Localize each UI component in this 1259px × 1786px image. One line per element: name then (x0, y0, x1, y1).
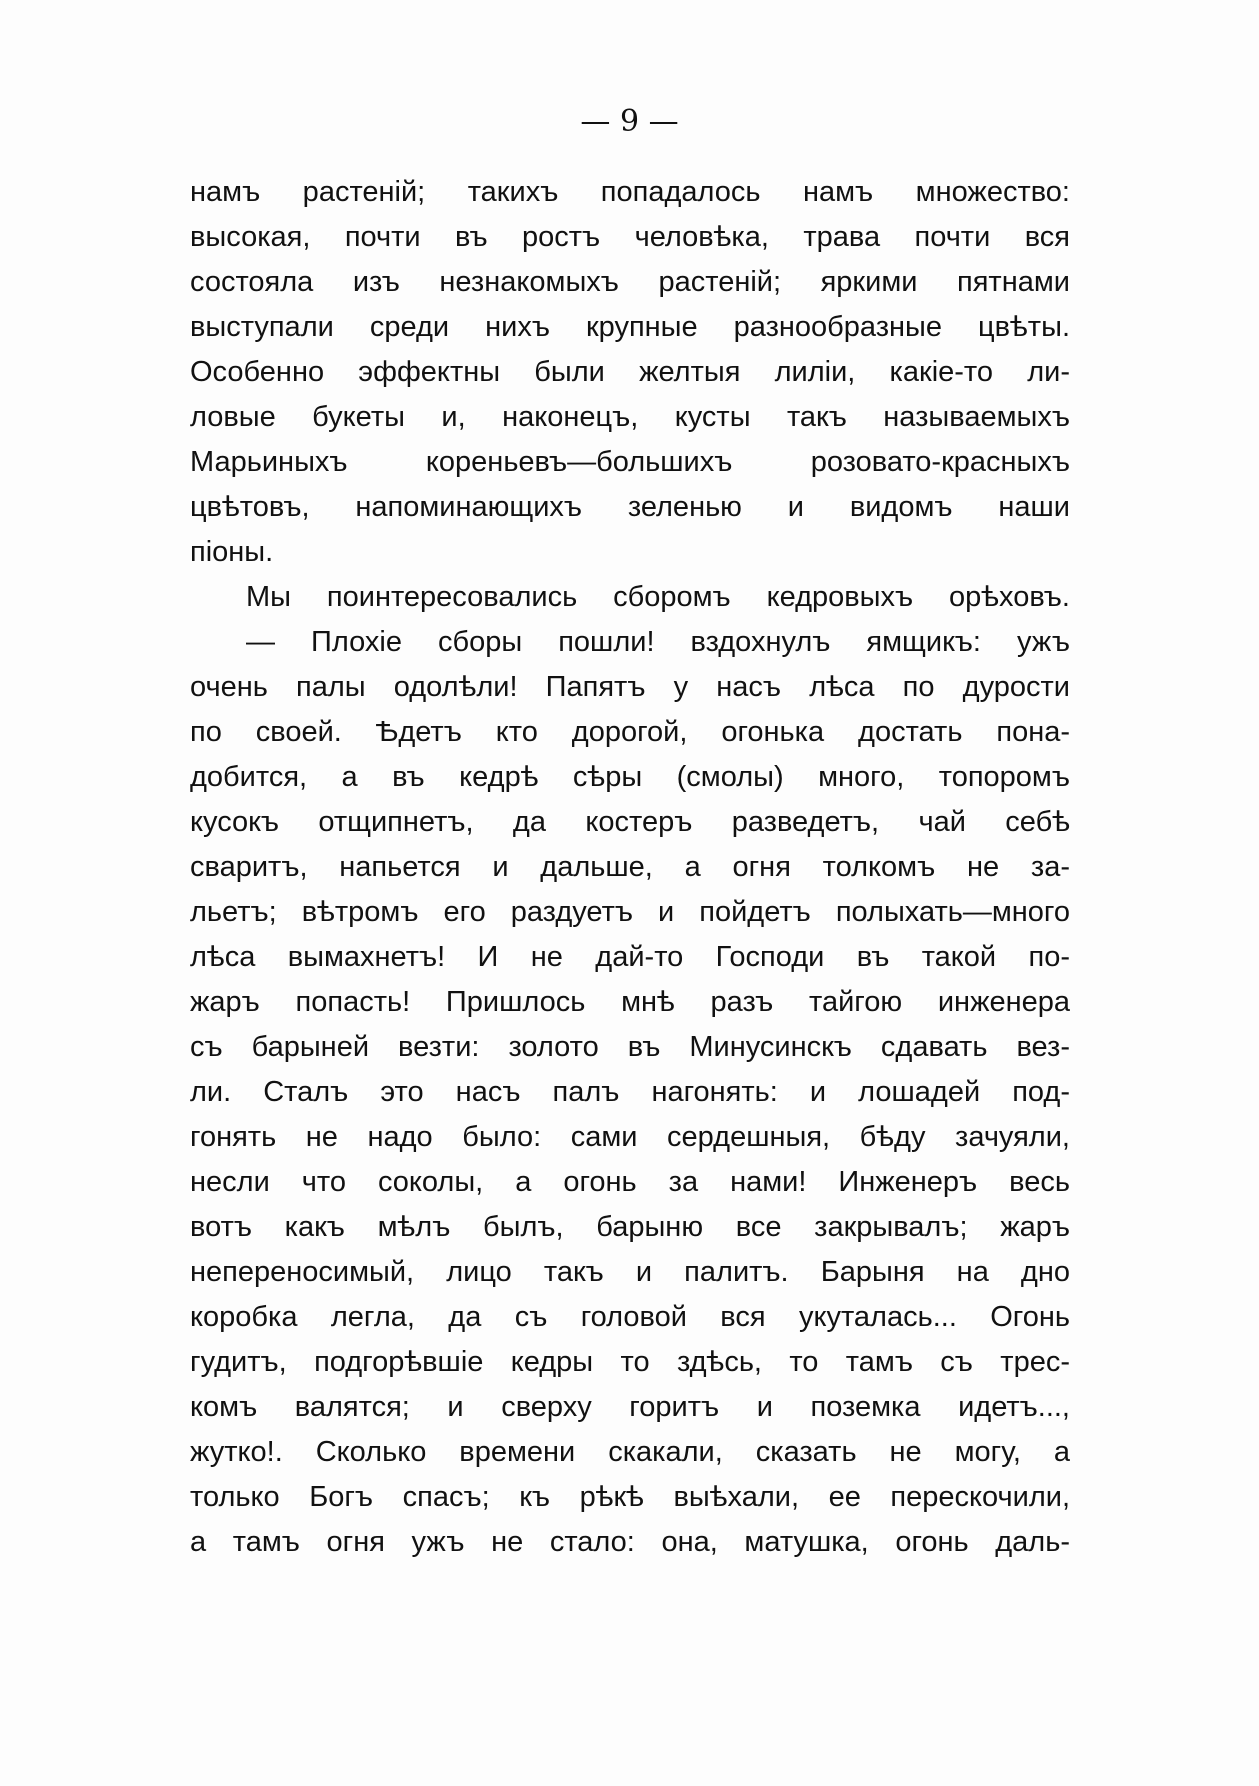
text-line: ли. Сталъ это насъ палъ нагонять: и лошадей под- (190, 1076, 1070, 1108)
text-line: съ барыней везти: золото въ Минусинскъ сдавать вез- (190, 1031, 1070, 1063)
body-text (190, 170, 1070, 1565)
text-line: по своей. Ѣдетъ кто дорогой, огонька достать пона- (190, 716, 1070, 748)
page-number: — 9 — (580, 104, 679, 139)
text-line: Марьиныхъ кореньевъ—большихъ розовато-красныхъ (190, 446, 1070, 478)
text-line: состояла изъ незнакомыхъ растенiй; яркими пятнами (190, 266, 1070, 298)
text-line: а тамъ огня ужъ не стало: она, матушка, огонь даль- (190, 1526, 1070, 1558)
text-line: очень палы одолѣли! Папятъ у насъ лѣса по дурости (190, 671, 1070, 703)
text-line: выступали среди нихъ крупные разнообразные цвѣты. (190, 311, 1070, 343)
text-line: кусокъ отщипнетъ, да костеръ разведетъ, чай себѣ (190, 806, 1070, 838)
text-line: высокая, почти въ ростъ человѣка, трава почти вся (190, 221, 1070, 253)
text-line: пiоны. (190, 536, 274, 568)
text-line: комъ валятся; и сверху горитъ и поземка идетъ..., (190, 1391, 1070, 1423)
text-line: несли что соколы, а огонь за нами! Инженеръ весь (190, 1166, 1070, 1198)
text-line: только Богъ спасъ; къ рѣкѣ выѣхали, ее перескочили, (190, 1481, 1070, 1513)
text-line: Мы поинтересовались сборомъ кедровыхъ орѣховъ. (246, 581, 1070, 613)
text-line: жаръ попасть! Пришлось мнѣ разъ тайгою инженера (190, 986, 1070, 1018)
text-line: гудитъ, подгорѣвшiе кедры то здѣсь, то тамъ съ трес- (190, 1346, 1070, 1378)
text-line: намъ растенiй; такихъ попадалось намъ множество: (190, 176, 1070, 208)
text-line: вотъ какъ мѣлъ былъ, барыню все закрывалъ; жаръ (190, 1211, 1070, 1243)
text-line: — Плохiе сборы пошли! вздохнулъ ямщикъ: ужъ (246, 626, 1070, 658)
text-line: жутко!. Сколько времени скакали, сказать не могу, а (190, 1436, 1070, 1468)
text-line: лѣса вымахнетъ! И не дай-то Господи въ такой по- (190, 941, 1070, 973)
text-line: гонять не надо было: сами сердешныя, бѣду зачуяли, (190, 1121, 1070, 1153)
text-line: Особенно эффектны были желтыя лилiи, какiе-то ли- (190, 356, 1070, 388)
text-line: коробка легла, да съ головой вся укуталась... Огонь (190, 1301, 1070, 1333)
text-line: непереносимый, лицо такъ и палитъ. Барыня на дно (190, 1256, 1070, 1288)
text-line: добится, а въ кедрѣ сѣры (смолы) много, топоромъ (190, 761, 1070, 793)
text-line: сваритъ, напьется и дальше, а огня толкомъ не за- (190, 851, 1070, 883)
text-line: льетъ; вѣтромъ его раздуетъ и пойдетъ полыхать—много (190, 896, 1070, 928)
text-line: ловые букеты и, наконецъ, кусты такъ называемыхъ (190, 401, 1070, 433)
text-line: цвѣтовъ, напоминающихъ зеленью и видомъ наши (190, 491, 1070, 523)
